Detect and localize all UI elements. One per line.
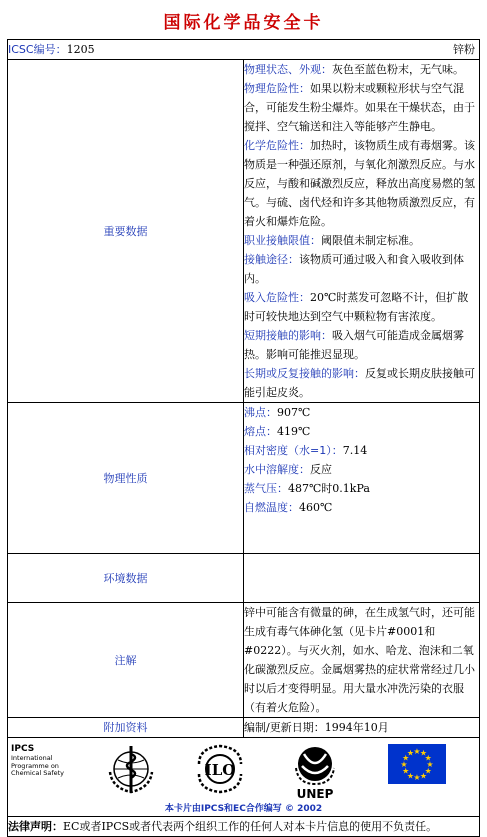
field-row <box>244 326 479 364</box>
ipcs-line: Chemical Safety <box>11 769 65 777</box>
notes-label: 注解 <box>8 603 244 718</box>
ipcs-line: International <box>11 754 53 762</box>
credit-line: 本卡片由IPCS和EC合作编写 © 2002 <box>164 804 323 814</box>
field-row <box>244 288 479 326</box>
eu-star-icon: ★ <box>402 766 410 776</box>
icsc-card <box>7 39 480 837</box>
physical-data <box>244 403 480 554</box>
field-key: 水中溶解度： <box>244 463 310 476</box>
field-value: 反应 <box>310 463 332 476</box>
additional-label: 附加资料 <box>8 718 244 738</box>
field-value: 907℃ <box>277 406 311 419</box>
field-value: 460℃ <box>299 501 333 514</box>
additional-text: 编制/更新日期：1994年10月 <box>244 718 480 738</box>
card-title: 国际化学品安全卡 <box>163 13 324 33</box>
who-emblem-icon <box>104 742 158 796</box>
field-key: 职业接触限值： <box>244 234 321 247</box>
field-key: 接触途径： <box>244 253 299 266</box>
eu-star-icon: ★ <box>406 771 415 781</box>
field-key: 熔点： <box>244 425 277 438</box>
field-key: 沸点： <box>244 406 277 419</box>
field-key: 相对密度（水=1）： <box>244 444 343 457</box>
field-key: 蒸气压： <box>244 482 288 495</box>
field-key: 化学危险性： <box>244 139 310 152</box>
field-value: 487℃时0.1kPa <box>288 482 370 495</box>
eu-star-icon: ★ <box>424 753 432 763</box>
field-value: 吸入烟气可能造成金属烟雾热。影响可能推迟显现。 <box>244 329 464 361</box>
field-key: 长期或反复接触的影响： <box>244 367 365 380</box>
unep-label: UNEP <box>296 787 334 801</box>
icsc-number: 1205 <box>66 43 95 56</box>
field-key: 自燃温度： <box>244 501 299 514</box>
field-row <box>244 250 479 288</box>
notes-text: 锌中可能含有微量的砷，在生成氢气时，还可能生成有毒气体砷化氢（见卡片#0001和#0222）。与灭火剂，如水、哈龙、泡沫和二氧化碳激烈反应。金属烟雾热的症状常常经过几小时以后才变得明显。用大量水冲洗污染的衣服（有着火危险）。 <box>244 603 480 718</box>
eu-flag-icon <box>388 744 446 784</box>
field-row <box>244 364 479 402</box>
field-row <box>244 498 479 517</box>
field-value: 加热时，该物质生成有毒烟雾。该物质是一种强还原剂，与氧化剂激烈反应。与水反应，与酸和碱激烈反应，释放出高度易燃的氢气。与硫、卤代烃和许多其他物质激烈反应，有着火和爆炸危险。 <box>244 139 475 228</box>
field-value: 419℃ <box>277 425 311 438</box>
eu-star-icon: ★ <box>419 748 428 758</box>
field-row <box>244 60 479 79</box>
field-key: 物理状态、外观： <box>244 63 332 76</box>
eu-star-icon: ★ <box>426 760 434 769</box>
footer-logos <box>8 738 480 817</box>
environment-label: 环境数据 <box>8 554 244 603</box>
field-value: 如果以粉末或颗粒形状与空气混合，可能发生粉尘爆炸。如果在干燥状态，由于搅拌、空气输送和注入等能够产生静电。 <box>244 82 475 133</box>
eu-star-icon: ★ <box>419 771 428 781</box>
field-value: 阈限值未制定标准。 <box>321 234 420 247</box>
important-label: 重要数据 <box>8 60 244 403</box>
card-header <box>8 40 480 60</box>
icsc-label: ICSC编号： <box>8 43 67 56</box>
field-key: 物理危险性： <box>244 82 310 95</box>
legal-notice <box>8 817 480 837</box>
eu-star-icon: ★ <box>424 766 432 776</box>
ipcs-title: IPCS <box>11 744 35 754</box>
legal-text: EC或者IPCS或者代表两个组织工作的任何人对本卡片信息的使用不负责任。 <box>63 820 438 833</box>
important-data <box>244 60 480 403</box>
field-value: 反复或长期皮肤接触可能引起皮炎。 <box>244 367 475 399</box>
physical-label: 物理性质 <box>8 403 244 554</box>
eu-star-icon: ★ <box>406 748 415 758</box>
field-row <box>244 479 479 498</box>
field-row <box>244 422 479 441</box>
svg-text:ILO: ILO <box>204 761 236 779</box>
field-key: 吸入危险性： <box>244 291 310 304</box>
field-value: 20℃时蒸发可忽略不计，但扩散时可较快地达到空气中颗粒物有害浓度。 <box>244 291 469 323</box>
field-value: 7.14 <box>342 444 368 457</box>
eu-star-icon: ★ <box>413 773 421 782</box>
field-row <box>244 441 479 460</box>
ipcs-line: Programme on <box>11 761 59 770</box>
legal-lead: 法律声明： <box>8 820 63 833</box>
field-row <box>244 403 479 422</box>
chemical-name: 锌粉 <box>453 43 475 56</box>
field-row <box>244 460 479 479</box>
eu-star-icon: ★ <box>400 760 408 769</box>
field-row <box>244 231 479 250</box>
field-row <box>244 136 479 231</box>
field-value: 灰色至蓝色粉末，无气味。 <box>332 63 464 76</box>
field-key: 短期接触的影响： <box>244 329 332 342</box>
field-row <box>244 79 479 136</box>
ipcs-logo <box>11 744 64 778</box>
eu-star-icon: ★ <box>402 753 410 763</box>
field-value: 该物质可通过吸入和食入吸收到体内。 <box>244 253 464 285</box>
eu-star-icon: ★ <box>413 747 421 756</box>
ilo-emblem-icon <box>193 742 247 796</box>
environment-data <box>244 554 480 603</box>
